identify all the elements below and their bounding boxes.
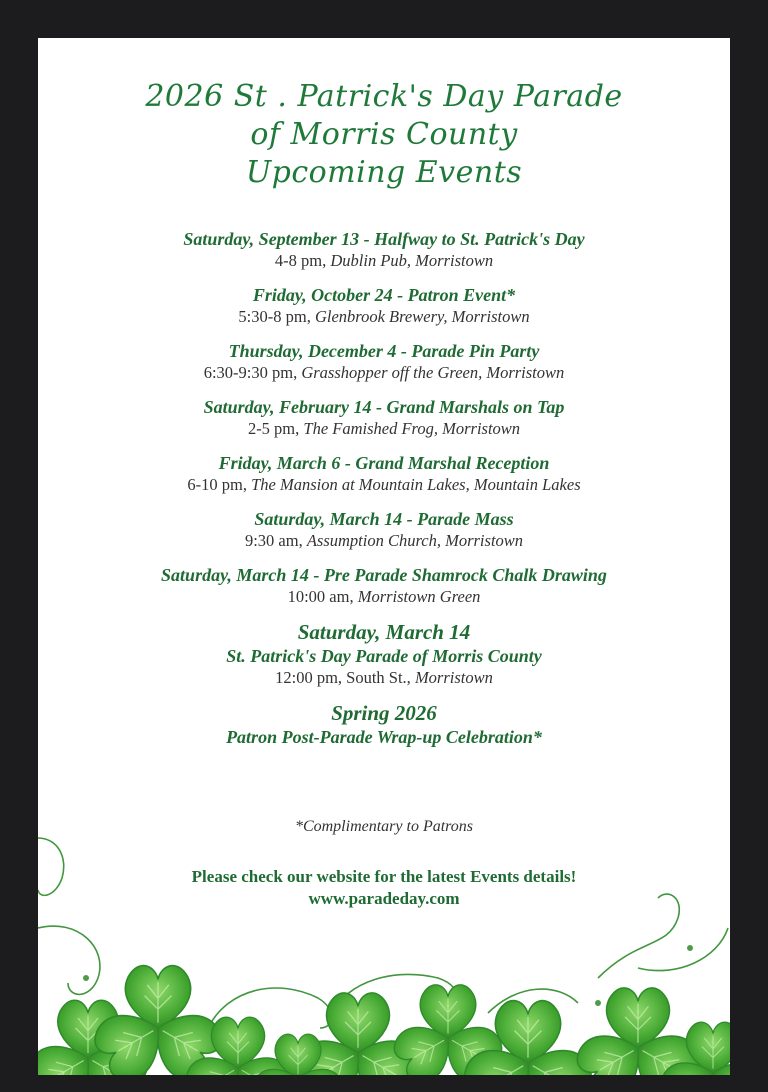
event-place: Dublin Pub, Morristown: [330, 251, 494, 270]
event-time: 2-5 pm,: [247, 419, 300, 438]
parade-time: 12:00 pm, South St.,: [275, 668, 411, 687]
event-time: 6:30-9:30 pm,: [203, 363, 298, 382]
parade-place: Morristown: [414, 668, 493, 687]
event-time: 9:30 am,: [244, 531, 303, 550]
cta-text: Please check our website for the latest Events details!: [191, 867, 577, 886]
event-time: 5:30-8 pm,: [238, 307, 311, 326]
event-place: The Mansion at Mountain Lakes, Mountain Lakes: [251, 475, 581, 494]
event-title: Saturday, September 13 - Halfway to St. Patrick's Day: [183, 229, 585, 249]
event-place: Morristown Green: [357, 587, 481, 606]
shamrock-border-decoration: [38, 778, 730, 1075]
event-place: Assumption Church, Morristown: [306, 531, 524, 550]
event-place: Grasshopper off the Green, Morristown: [301, 363, 565, 382]
event-detail: [38, 418, 730, 440]
event-title: Thursday, December 4 - Parade Pin Party: [228, 341, 540, 361]
event-title: Friday, March 6 - Grand Marshal Reception: [218, 453, 550, 473]
website-link[interactable]: www.paradeday.com: [308, 889, 460, 908]
parade-name: St. Patrick's Day Parade of Morris County: [226, 646, 542, 666]
event-item: [38, 340, 730, 384]
spring-name: Patron Post-Parade Wrap-up Celebration*: [226, 727, 542, 747]
title-line-2: of Morris County: [250, 117, 518, 152]
event-detail: [38, 586, 730, 608]
event-place: Glenbrook Brewery, Morristown: [314, 307, 530, 326]
event-title: Saturday, March 14 - Pre Parade Shamrock Chalk Drawing: [161, 565, 607, 585]
event-flyer: [38, 38, 730, 1075]
event-item: [38, 508, 730, 552]
event-title: Saturday, February 14 - Grand Marshals on Tap: [203, 397, 565, 417]
spring-date: Spring 2026: [331, 701, 437, 725]
event-time: 10:00 am,: [287, 587, 354, 606]
event-item: [38, 228, 730, 272]
events-list: [38, 228, 730, 760]
event-item: [38, 564, 730, 608]
event-place: The Famished Frog, Morristown: [303, 419, 521, 438]
event-title: Friday, October 24 - Patron Event*: [252, 285, 516, 305]
parade-date: Saturday, March 14: [297, 620, 471, 644]
footnote: *Complimentary to Patrons: [294, 818, 474, 835]
event-time: 4-8 pm,: [274, 251, 327, 270]
event-detail: [38, 530, 730, 552]
flyer-title: [38, 78, 730, 192]
title-line-3: Upcoming Events: [245, 155, 523, 190]
event-detail: [38, 250, 730, 272]
spring-event: [38, 701, 730, 748]
event-item: [38, 452, 730, 496]
event-item: [38, 396, 730, 440]
parade-detail: [38, 667, 730, 689]
event-detail: [38, 306, 730, 328]
event-title: Saturday, March 14 - Parade Mass: [254, 509, 514, 529]
event-item: [38, 284, 730, 328]
title-line-1: 2026 St . Patrick's Day Parade: [145, 79, 623, 114]
parade-event: [38, 620, 730, 689]
event-detail: [38, 474, 730, 496]
event-detail: [38, 362, 730, 384]
event-time: 6-10 pm,: [187, 475, 247, 494]
